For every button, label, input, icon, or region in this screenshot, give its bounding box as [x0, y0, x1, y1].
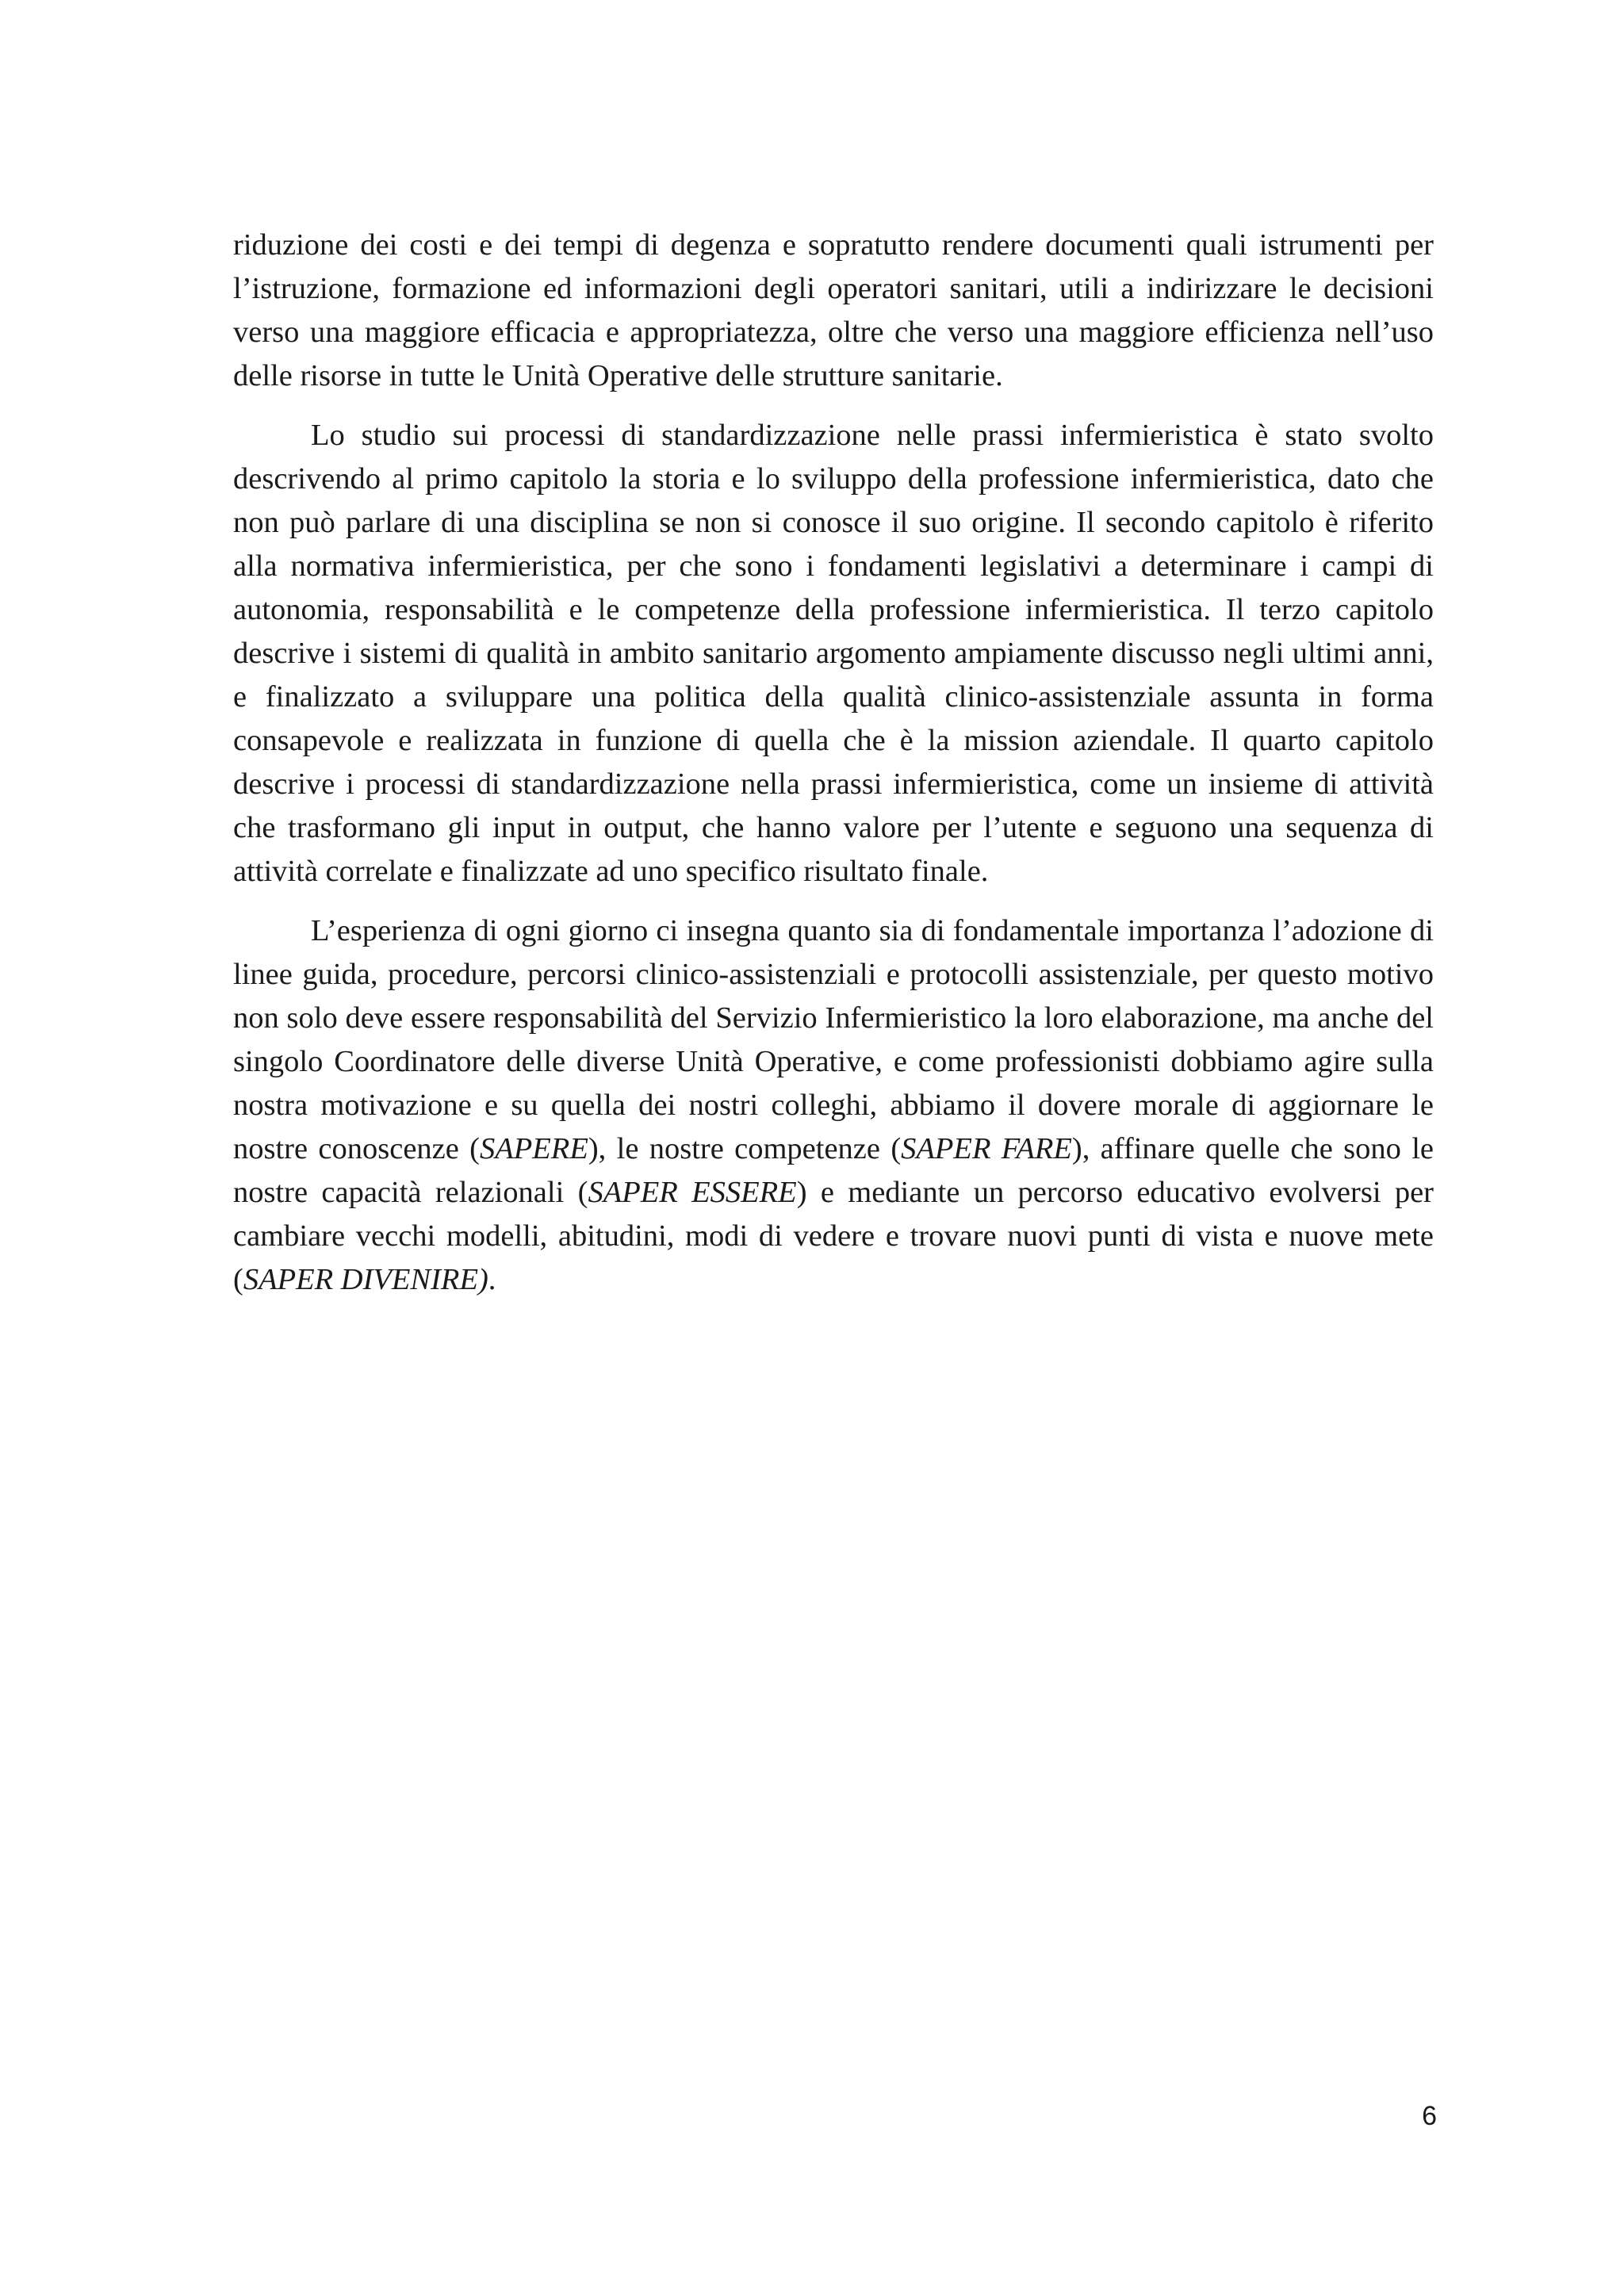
paragraph-3-text: ), affinare quelle che sono le nostre capacità relazionali ( [233, 1132, 1434, 1209]
italic-term-sapere: SAPERE [480, 1132, 588, 1165]
italic-term-saper-fare: SAPER FARE [901, 1132, 1072, 1165]
paragraph-1: riduzione dei costi e dei tempi di degenza e sopratutto rendere documenti quali istrumenti per l’istruzione, formazione ed informazioni degli operatori sanitari, utili a indirizzare le decisioni verso una maggiore efficacia e appropriatezza, oltre che verso una maggiore efficienza nell’uso delle risorse in tutte le Unità Operative delle strutture sanitarie. [233, 228, 1434, 392]
paragraph-2: Lo studio sui processi di standardizzazione nelle prassi infermieristica è stato svolto descrivendo al primo capitolo la storia e lo sviluppo della professione infermieristica, dato che non può parlare di una disciplina se non si conosce il suo origine. Il secondo capitolo è riferito alla normativa infermieristica, per che sono i fondamenti legislativi a determinare i campi di autonomia, responsabilità e le competenze della professione infermieristica. Il terzo capitolo descrive i sistemi di qualità in ambito sanitario argomento ampiamente discusso negli ultimi anni, e finalizzato a sviluppare una politica della qualità clinico-assistenziale assunta in forma consapevole e realizzata in funzione di quella che è la mission aziendale. Il quarto capitolo descrive i processi di standardizzazione nella prassi infermieristica, come un insieme di attività che trasformano gli input in output, che hanno valore per l’utente e seguono una sequenza di attività correlate e finalizzate ad uno specifico risultato finale. [233, 419, 1434, 888]
paragraph-3-text: ), le nostre competenze ( [588, 1132, 902, 1165]
page-number: 6 [1422, 2101, 1437, 2131]
paragraph-3-text: L’esperienza di ogni giorno ci insegna quanto sia di fondamentale importanza l’adozione di linee guida, procedure, percorsi clinico-assistenziali e protocolli assistenziale, per questo motivo non solo deve essere responsabilità del Servizio Infermieristico la loro elaborazione, ma anche del singolo Coordinatore delle diverse Unità Operative, e come professionisti dobbiamo agire sulla nostra motivazione e su quella dei nostri colleghi, abbiamo il dovere morale di aggiornare le nostre conoscenze ( [233, 914, 1434, 1165]
italic-term-saper-essere: SAPER ESSERE [588, 1176, 797, 1209]
paragraph-3 [233, 909, 1434, 1302]
paragraph-3-text: ) e mediante un percorso educativo evolversi per cambiare vecchi modelli, abitudini, modi di vedere e trovare nuovi punti di vista e nuove mete ( [233, 1176, 1434, 1296]
body-text [233, 224, 1434, 1318]
paragraph-3-text: . [488, 1263, 496, 1296]
italic-term-saper-divenire: SAPER DIVENIRE) [243, 1263, 488, 1296]
